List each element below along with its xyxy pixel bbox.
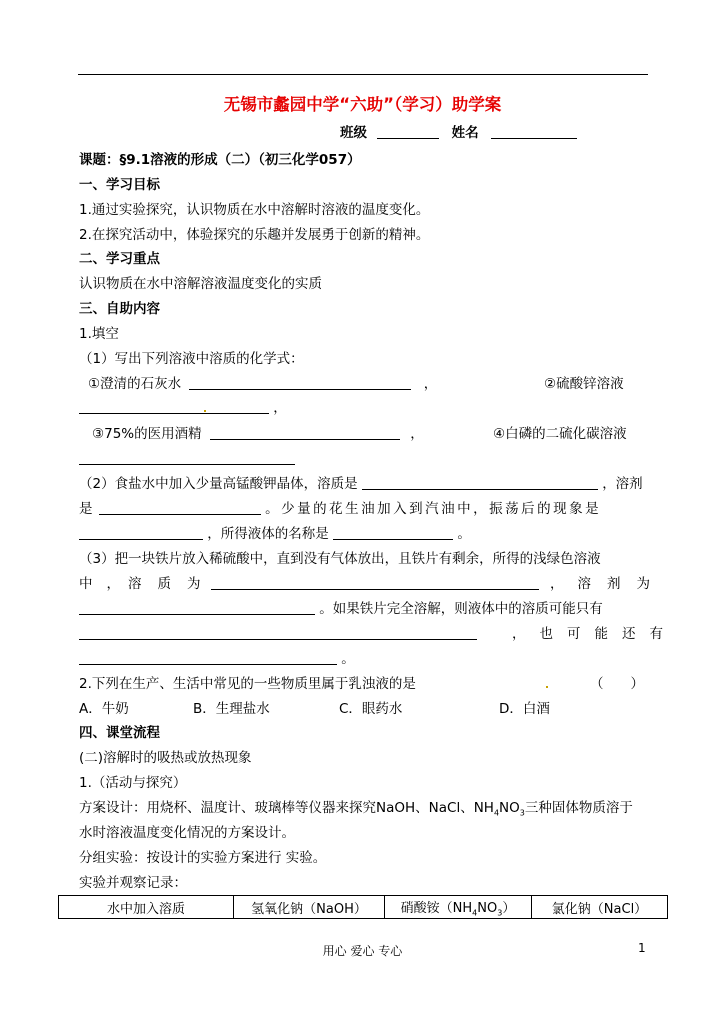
section-4-subheading: (二)溶解时的吸热或放热现象: [79, 750, 252, 766]
observation-table: [58, 895, 668, 919]
table-header-cell: 氢氧化钠（NaOH）: [234, 896, 385, 919]
activity-label: 1.（活动与探究）: [79, 775, 187, 791]
q2-answer-paren[interactable]: （ ）: [590, 676, 644, 692]
option-d[interactable]: D．白酒: [499, 701, 550, 717]
q1-3-also-answer[interactable]: [79, 650, 337, 665]
section-3-heading: 三、自助内容: [79, 301, 160, 317]
name-label: 姓名: [451, 125, 479, 141]
q1-1-d-answer[interactable]: [79, 450, 295, 465]
q1-2-line-2: 是 。少量的花生油加入到汽油中，振荡后的现象是: [79, 501, 602, 517]
footer-motto: 用心 爱心 专心: [322, 944, 403, 958]
q1-1-b: ，: [79, 399, 287, 417]
name-field[interactable]: [491, 124, 577, 139]
q1-1-c: ③75%的医用酒精 ，: [92, 426, 424, 442]
q1-1-d: [79, 450, 295, 468]
table-header-cell: 氯化钠（NaCl）: [532, 896, 668, 919]
q1-3-solvent-answer[interactable]: [79, 600, 315, 615]
q1-3-only-answer[interactable]: [79, 625, 477, 640]
stray-dot: [204, 410, 206, 412]
q1-1-a-answer[interactable]: [189, 375, 411, 390]
q1-2-liquid-name-answer[interactable]: [333, 525, 453, 540]
table-header-cell: 硝酸铵$(NH_4NO_3)$: [385, 896, 532, 919]
class-label: 班级: [340, 125, 367, 141]
topic: 课题：§9.1溶液的形成（二）（初三化学057）: [79, 152, 361, 168]
header-rule: [78, 74, 648, 75]
section-4-heading: 四、课堂流程: [79, 725, 160, 741]
q1-3-line-5: 。: [79, 650, 355, 668]
option-c[interactable]: C．眼药水: [339, 701, 403, 717]
q1-2-solute-answer[interactable]: [362, 475, 598, 490]
section-1-heading: 一、学习目标: [79, 177, 160, 193]
plan-line-2: 水时溶液温度变化情况的方案设计。: [79, 825, 295, 841]
q1-3-line-3: 。如果铁片完全溶解，则液体中的溶质可能只有: [79, 600, 603, 618]
stray-dot: [546, 686, 548, 688]
q1-1-c-label: ③75%的医用酒精: [92, 426, 202, 442]
group-experiment: 分组实验：按设计的实验方案进行 实验。: [79, 850, 327, 866]
page-title: 无锡市蠡园中学“六助”（学习）助学案: [223, 95, 502, 114]
q1-1-d-label: ④白磷的二硫化碳溶液: [493, 426, 627, 442]
plan-line-1: 方案设计：用烧杯、温度计、玻璃棒等仪器来探究NaOH、NaCl、$NH_4NO_3$三种固体物质溶于: [79, 800, 633, 818]
goal-2: 2.在探究活动中，体验探究的乐趣并发展勇于创新的精神。: [79, 227, 430, 243]
q1-1-a: ①澄清的石灰水 ，: [88, 376, 438, 392]
q1-1-b-answer[interactable]: [79, 399, 269, 414]
q1-2-phenomenon-answer[interactable]: [79, 525, 203, 540]
key-point: 认识物质在水中溶解溶液温度变化的实质: [79, 276, 322, 292]
section-2-heading: 二、学习重点: [79, 251, 160, 267]
q1-2-line-3: ，所得液体的名称是 。: [79, 525, 471, 543]
q1-1-prompt: （1）写出下列溶液中溶质的化学式：: [79, 351, 304, 367]
table-header-row: [59, 896, 668, 919]
q1-1-b-label: ②硫酸锌溶液: [544, 376, 624, 392]
q1-3-line-1: （3）把一块铁片放入稀硫酸中，直到没有气体放出，且铁片有剩余，所得的浅绿色溶液: [79, 551, 601, 567]
option-a[interactable]: A．牛奶: [79, 701, 129, 717]
table-header-cell: 水中加入溶质: [59, 896, 234, 919]
q1-3-also-label: ， 也 可 能 还 有: [512, 626, 663, 642]
class-field[interactable]: [377, 124, 439, 139]
class-name-row: [340, 124, 577, 142]
q1-1-c-answer[interactable]: [210, 425, 400, 440]
q1-2-line-1: （2）食盐水中加入少量高锰酸钾晶体，溶质是 ，溶剂: [79, 476, 643, 492]
page-number: 1: [638, 941, 646, 955]
q1-3-solvent-label: ， 溶 剂 为: [550, 576, 650, 592]
q2-stem: 2.下列在生产、生活中常见的一些物质里属于乳浊液的是: [79, 676, 416, 692]
q2-options: [79, 700, 550, 718]
option-b[interactable]: B．生理盐水: [193, 701, 270, 717]
q1-3-solute-answer[interactable]: [211, 575, 539, 590]
q1-3-line-2: 中 ， 溶 质 为: [79, 575, 539, 593]
q1-3-line-4: [79, 625, 477, 643]
q1-label: 1.填空: [79, 326, 119, 342]
goal-1: 1.通过实验探究，认识物质在水中溶解时溶液的温度变化。: [79, 202, 430, 218]
record-label: 实验并观察记录：: [79, 875, 187, 891]
q1-2-solvent-answer[interactable]: [99, 500, 261, 515]
q1-1-a-label: ①澄清的石灰水: [88, 376, 182, 392]
